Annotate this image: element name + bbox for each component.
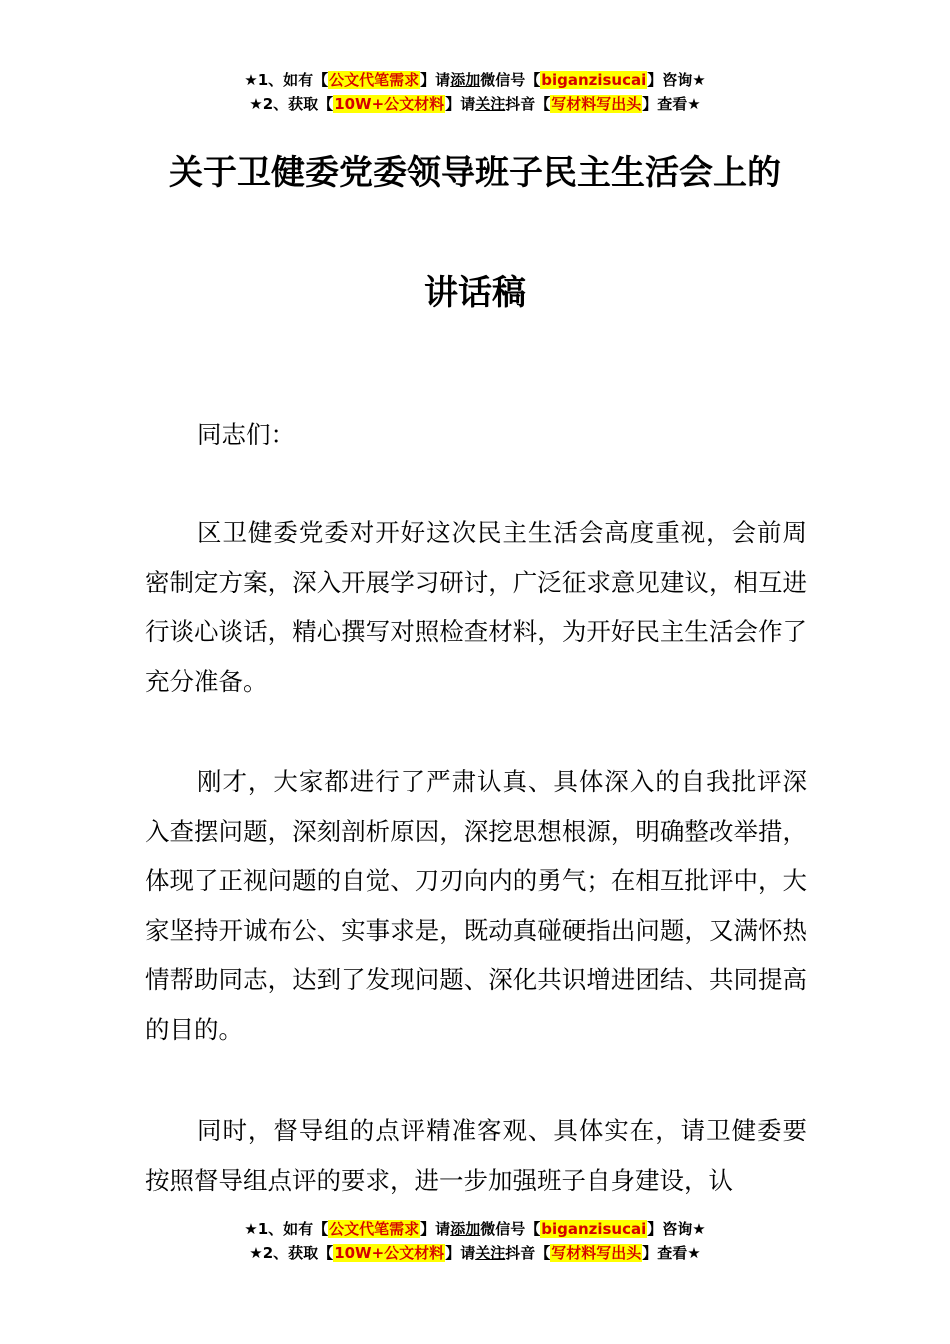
banner-text: 】咨询★ (647, 71, 706, 89)
banner-underline: 添加 (450, 1220, 481, 1238)
banner-line-2 (0, 1241, 950, 1265)
banner-text: 】请 (420, 71, 451, 89)
paragraph-3: 同时，督导组的点评精准客观、具体实在，请卫健委要按照督导组点评的要求，进一步加强班子自身建设，认 (145, 1116, 807, 1195)
banner-underline: 添加 (450, 71, 481, 89)
banner-text: 】查看★ (642, 1244, 701, 1262)
banner-text: 】请 (445, 1244, 476, 1262)
banner-text: 抖音【 (505, 95, 551, 113)
banner-text: 】请 (420, 1220, 451, 1238)
top-banner (0, 68, 950, 116)
banner-underline: 关注 (475, 1244, 506, 1262)
banner-highlight: 写材料写出头 (551, 95, 642, 113)
banner-text: ★2、获取【 (249, 1244, 334, 1262)
banner-text: ★1、如有【 (244, 71, 329, 89)
banner-text: ★2、获取【 (249, 95, 334, 113)
paragraph-1: 区卫健委党委对开好这次民主生活会高度重视，会前周密制定方案，深入开展学习研讨，广泛征求意见建议，相互进行谈心谈话，精心撰写对照检查材料，为开好民主生活会作了充分准备。 (145, 518, 807, 696)
banner-highlight: 公文代笔需求 (329, 71, 420, 89)
banner-text: 微信号【 (480, 1220, 541, 1238)
banner-highlight: biganzisucai (541, 1220, 647, 1238)
banner-line-1 (0, 68, 950, 92)
banner-highlight: 10W+公文材料 (334, 1244, 445, 1262)
banner-highlight: 公文代笔需求 (329, 1220, 420, 1238)
banner-text: 微信号【 (480, 71, 541, 89)
greeting: 同志们： (197, 420, 295, 449)
banner-text: ★1、如有【 (244, 1220, 329, 1238)
banner-line-1 (0, 1217, 950, 1241)
banner-text: 】查看★ (642, 95, 701, 113)
banner-text: 】咨询★ (647, 1220, 706, 1238)
banner-text: 】请 (445, 95, 476, 113)
paragraph-2: 刚才，大家都进行了严肃认真、具体深入的自我批评深入查摆问题，深刻剖析原因，深挖思想根源，明确整改举措，体现了正视问题的自觉、刀刃向内的勇气；在相互批评中，大家坚持开诚布公、实事求是，既动真碰硬指出问题，又满怀热情帮助同志，达到了发现问题、深化共识增进团结、共同提高的目的。 (145, 767, 807, 1044)
bottom-banner (0, 1217, 950, 1265)
banner-highlight: biganzisucai (541, 71, 647, 89)
banner-text: 抖音【 (505, 1244, 551, 1262)
document-title-line-2: 讲话稿 (424, 273, 526, 313)
banner-line-2 (0, 92, 950, 116)
document-title-line-1: 关于卫健委党委领导班子民主生活会上的 (169, 153, 781, 193)
banner-highlight: 10W+公文材料 (334, 95, 445, 113)
banner-underline: 关注 (475, 95, 506, 113)
banner-highlight: 写材料写出头 (551, 1244, 642, 1262)
